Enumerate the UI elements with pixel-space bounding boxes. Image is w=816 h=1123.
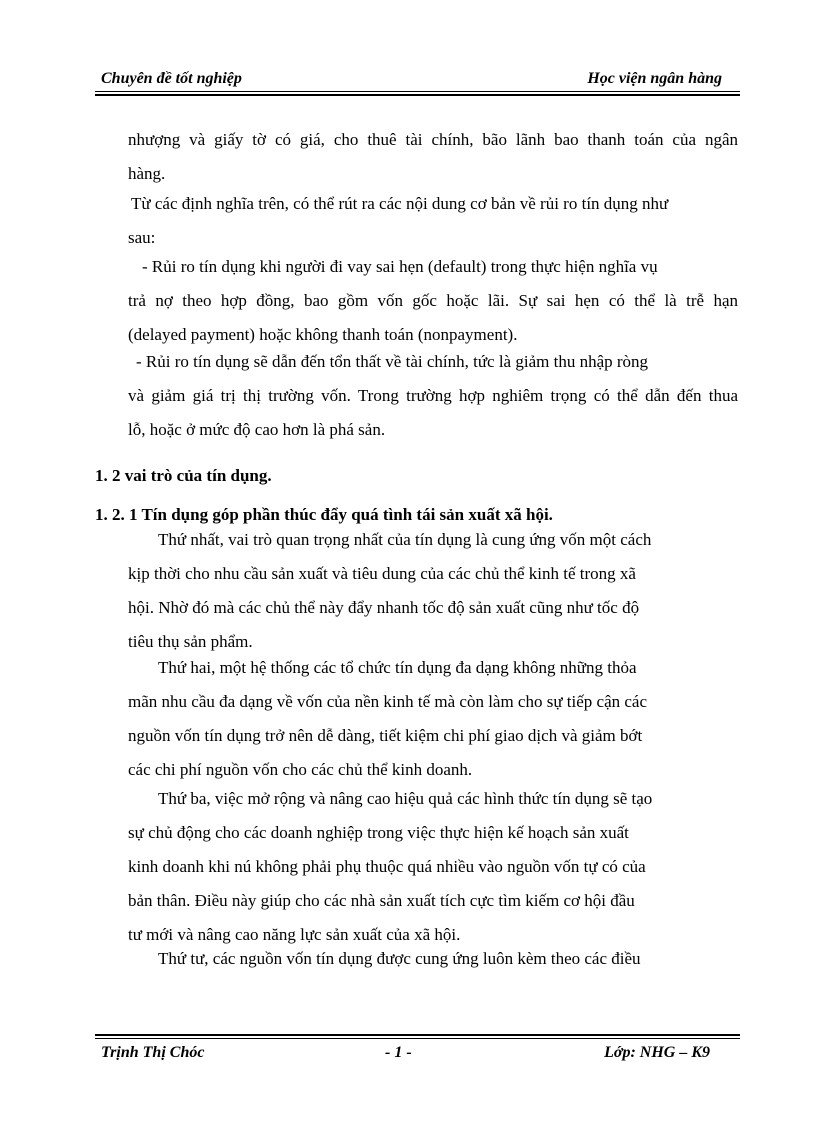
paragraph-7	[128, 782, 738, 952]
text-line: Từ các định nghĩa trên, có thể rút ra các nội dung cơ bản về rủi ro tín dụng như	[131, 194, 669, 213]
subsection-heading: 1. 2. 1 Tín dụng góp phần thúc đẩy quá tình tái sản xuất xã hội.	[95, 505, 553, 524]
text-line: trả nợ theo hợp đồng, bao gồm vốn gốc hoặc lãi. Sự sai hẹn có thể là trễ hạn	[128, 291, 738, 310]
text-line: nguồn vốn tín dụng trở nên dễ dàng, tiết kiệm chi phí giao dịch và giảm bớt	[128, 726, 643, 745]
paragraph-3	[128, 250, 738, 352]
text-line: lỗ, hoặc ở mức độ cao hơn là phá sản.	[128, 420, 386, 439]
text-line: bản thân. Điều này giúp cho các nhà sản xuất tích cực tìm kiếm cơ hội đầu	[128, 891, 635, 910]
page-header	[95, 66, 740, 90]
text-line: sự chủ động cho các doanh nghiệp trong việc thực hiện kế hoạch sản xuất	[128, 823, 629, 842]
header-title: Chuyên đề tốt nghiệp	[101, 70, 242, 87]
paragraph-6	[128, 651, 738, 787]
footer-class: Lớp: NHG – K9	[604, 1044, 710, 1061]
section-heading: 1. 2 vai trò của tín dụng.	[95, 466, 272, 485]
paragraph-5	[128, 523, 738, 659]
text-line: hàng.	[128, 164, 166, 183]
header-institution: Học viện ngân hàng	[587, 70, 722, 87]
text-line: tư mới và nâng cao năng lực sản xuất của xã hội.	[128, 925, 461, 944]
header-rule-thin	[95, 91, 740, 92]
text-line: kịp thời cho nhu cầu sản xuất và tiêu dung của các chủ thể kinh tế trong xã	[128, 564, 636, 583]
text-line: Thứ nhất, vai trò quan trọng nhất của tín dụng là cung ứng vốn một cách	[158, 530, 652, 549]
text-line: (delayed payment) hoặc không thanh toán (nonpayment).	[128, 325, 518, 344]
paragraph-8	[128, 942, 738, 976]
text-line: - Rủi ro tín dụng khi người đi vay sai hẹn (default) trong thực hiện nghĩa vụ	[142, 257, 658, 276]
footer-rule-thick	[95, 1034, 740, 1036]
text-line: sau:	[128, 228, 156, 247]
text-line: tiêu thụ sản phẩm.	[128, 632, 253, 651]
text-line: Thứ hai, một hệ thống các tổ chức tín dụng đa dạng không những thỏa	[158, 658, 637, 677]
text-line: Thứ tư, các nguồn vốn tín dụng được cung ứng luôn kèm theo các điều	[158, 949, 641, 968]
text-line: và giảm giá trị thị trường vốn. Trong trường hợp nghiêm trọng có thể dẫn đến thua	[128, 386, 738, 405]
text-line: nhượng và giấy tờ có giá, cho thuê tài chính, bão lãnh bao thanh toán của ngân	[128, 130, 738, 149]
text-line: Thứ ba, việc mở rộng và nâng cao hiệu quả các hình thức tín dụng sẽ tạo	[158, 789, 653, 808]
text-line: các chi phí nguồn vốn cho các chủ thể kinh doanh.	[128, 760, 473, 779]
footer-rule-thin	[95, 1038, 740, 1039]
paragraph-4	[128, 345, 738, 447]
text-line: mãn nhu cầu đa dạng về vốn của nền kinh tế mà còn làm cho sự tiếp cận các	[128, 692, 648, 711]
header-rule-thick	[95, 94, 740, 96]
paragraph-2	[128, 187, 738, 255]
paragraph-1	[128, 123, 738, 191]
footer-author: Trịnh Thị Chóc	[101, 1044, 205, 1061]
text-line: kinh doanh khi nú không phải phụ thuộc quá nhiều vào nguồn vốn tự có của	[128, 857, 646, 876]
page-number: - 1 -	[385, 1044, 412, 1061]
page-footer	[95, 1044, 740, 1068]
text-line: - Rủi ro tín dụng sẽ dẫn đến tổn thất về tài chính, tức là giảm thu nhập ròng	[136, 352, 649, 371]
text-line: hội. Nhờ đó mà các chủ thể này đẩy nhanh tốc độ sản xuất cũng như tốc độ	[128, 598, 640, 617]
